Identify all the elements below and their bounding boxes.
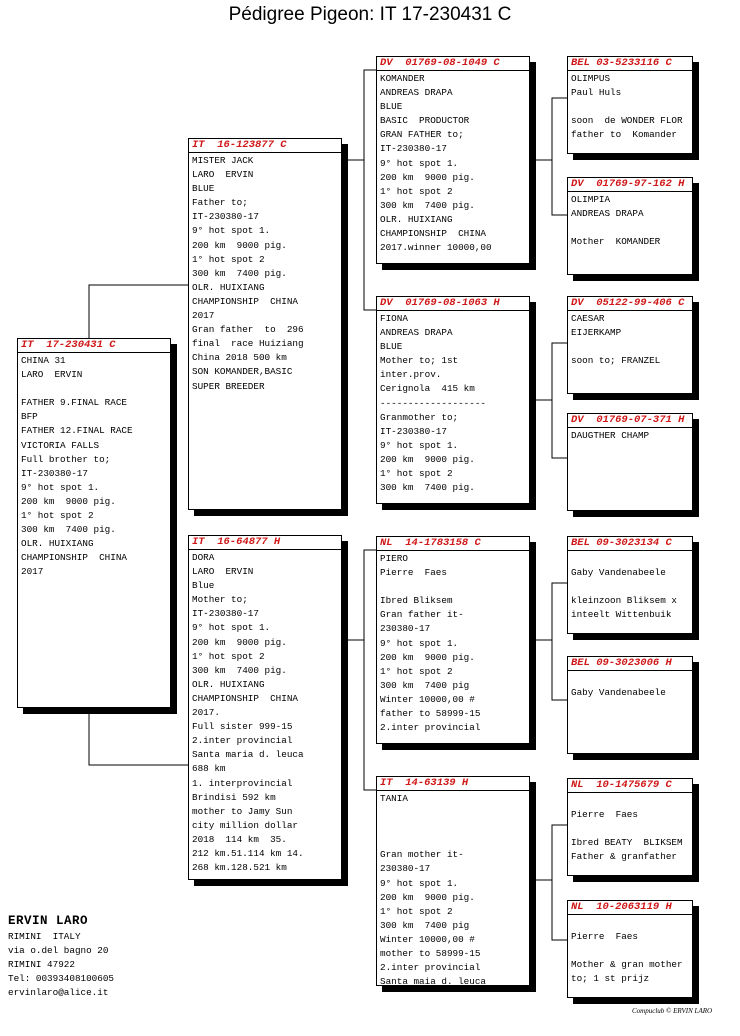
detail-line: 200 km 9000 pig. bbox=[192, 239, 287, 251]
detail-line: 200 km 9000 pig. bbox=[380, 651, 475, 663]
detail-line: 9° hot spot 1. bbox=[192, 225, 271, 237]
detail-line: 230380-17 bbox=[380, 863, 431, 875]
detail-line: IT-230380-17 bbox=[380, 143, 447, 155]
detail-line bbox=[571, 794, 689, 808]
breeder-name: ERVIN LARO bbox=[8, 914, 89, 928]
detail-line: inter.prov. bbox=[380, 369, 442, 381]
detail-line: mother to 58999-15 bbox=[380, 948, 481, 960]
detail-line: GRAN FATHER to; bbox=[380, 129, 464, 141]
detail-line: IT-230380-17 bbox=[21, 467, 88, 479]
detail-line: Father & granfather bbox=[571, 851, 678, 863]
detail-line: Blue bbox=[192, 580, 215, 592]
dam-sire-card bbox=[376, 536, 530, 744]
detail-line: LARO ERVIN bbox=[192, 566, 254, 578]
detail-line: Paul Huls bbox=[571, 87, 622, 99]
detail-line: Mother to; bbox=[192, 594, 248, 606]
detail-line: 2017 bbox=[192, 310, 215, 322]
detail-line: 2.inter provincial bbox=[380, 962, 481, 974]
detail-line: 300 km 7400 pig. bbox=[21, 524, 116, 536]
detail-line: PIERO bbox=[380, 553, 408, 564]
detail-line: IT-230380-17 bbox=[192, 608, 259, 620]
detail-line: mother to Jamy Sun bbox=[192, 805, 293, 817]
detail-line bbox=[571, 221, 689, 235]
detail-line bbox=[571, 822, 689, 836]
detail-line: Mother to; 1st bbox=[380, 355, 459, 367]
detail-line: FIONA bbox=[380, 313, 408, 324]
detail-line: Winter 10000,00 # bbox=[380, 933, 475, 945]
breeder-info bbox=[8, 912, 114, 1000]
detail-line: CHAMPIONSHIP CHINA bbox=[192, 295, 299, 307]
detail-line: kleinzoon Bliksem x bbox=[571, 595, 678, 607]
ring-number: NL 10-2063119 H bbox=[568, 901, 692, 915]
detail-line: CHINA 31 bbox=[21, 355, 66, 366]
pigeon-details bbox=[568, 793, 692, 864]
sire-card bbox=[188, 138, 342, 510]
detail-line: Brindisi 592 km bbox=[192, 791, 276, 803]
detail-line: 688 km bbox=[192, 763, 226, 775]
detail-line: Gran father to 296 bbox=[192, 324, 304, 336]
detail-line: ervinlaro@alice.it bbox=[8, 987, 109, 999]
detail-line: CAESAR bbox=[571, 313, 605, 324]
detail-line: 9° hot spot 1. bbox=[380, 877, 459, 889]
detail-line: Pierre Faes bbox=[380, 567, 447, 579]
detail-line bbox=[571, 100, 689, 114]
detail-line: Gran mother it- bbox=[380, 849, 464, 861]
detail-line: final race Huiziang bbox=[192, 338, 304, 350]
sire-dam-card bbox=[376, 296, 530, 504]
detail-line: 212 km.51.114 km 14. bbox=[192, 847, 304, 859]
detail-line: BASIC PRODUCTOR bbox=[380, 115, 470, 127]
sd-sire-card bbox=[567, 296, 693, 394]
detail-line: SON KOMANDER,BASIC bbox=[192, 366, 293, 378]
detail-line: 2.inter provincial bbox=[192, 735, 293, 747]
detail-line bbox=[380, 834, 526, 848]
detail-line: ------------------- bbox=[380, 397, 487, 409]
detail-line: 2.inter provincial bbox=[380, 722, 481, 734]
detail-line: 300 km 7400 pig. bbox=[380, 482, 475, 494]
detail-line: 1° hot spot 2 bbox=[380, 185, 453, 197]
detail-line: city million dollar bbox=[192, 819, 299, 831]
ring-number: BEL 03-5233116 C bbox=[568, 57, 692, 71]
ring-number: DV 01769-07-371 H bbox=[568, 414, 692, 428]
detail-line: CHAMPIONSHIP CHINA bbox=[380, 228, 487, 240]
detail-line: EIJERKAMP bbox=[571, 327, 622, 339]
detail-line: 268 km.128.521 km bbox=[192, 862, 287, 874]
ds-sire-card bbox=[567, 536, 693, 634]
detail-line: LARO ERVIN bbox=[21, 369, 83, 381]
detail-line: Cerignola 415 km bbox=[380, 383, 475, 395]
detail-line: Mother KOMANDER bbox=[571, 236, 661, 248]
detail-line: 300 km 7400 pig. bbox=[192, 267, 287, 279]
detail-line: ANDREAS DRAPA bbox=[380, 87, 453, 99]
detail-line bbox=[571, 672, 689, 686]
detail-line: 2017.winner 10000,00 bbox=[380, 242, 492, 254]
detail-line: Mother & gran mother bbox=[571, 959, 683, 971]
detail-line: CHAMPIONSHIP CHINA bbox=[192, 692, 299, 704]
detail-line: 1. interprovincial bbox=[192, 777, 293, 789]
detail-line: father to Komander bbox=[571, 129, 678, 141]
detail-line: OLR. HUIXIANG bbox=[380, 213, 453, 225]
detail-line: via o.del bagno 20 bbox=[8, 945, 109, 957]
detail-line bbox=[380, 580, 526, 594]
pigeon-details bbox=[568, 551, 692, 622]
detail-line: 300 km 7400 pig. bbox=[380, 199, 475, 211]
detail-line: Full brother to; bbox=[21, 453, 111, 465]
detail-line bbox=[571, 944, 689, 958]
detail-line: 9° hot spot 1. bbox=[192, 622, 271, 634]
pigeon-details bbox=[568, 915, 692, 986]
sd-dam-card bbox=[567, 413, 693, 511]
detail-line: Father to; bbox=[192, 197, 248, 209]
detail-line: BLUE bbox=[192, 183, 215, 195]
detail-line: 1° hot spot 2 bbox=[380, 665, 453, 677]
detail-line: 2018 114 km 35. bbox=[192, 833, 287, 845]
detail-line: CHAMPIONSHIP CHINA bbox=[21, 552, 128, 564]
detail-line: 9° hot spot 1. bbox=[380, 439, 459, 451]
ss-dam-card bbox=[567, 177, 693, 275]
detail-line: DAUGTHER CHAMP bbox=[571, 430, 650, 441]
detail-line: 230380-17 bbox=[380, 623, 431, 635]
detail-line: SUPER BREEDER bbox=[192, 380, 265, 392]
dd-dam-card bbox=[567, 900, 693, 998]
detail-line: 1° hot spot 2 bbox=[192, 650, 265, 662]
detail-line: OLR. HUIXIANG bbox=[21, 538, 94, 550]
detail-line: RIMINI 47922 bbox=[8, 959, 75, 971]
detail-line: father to 58999-15 bbox=[380, 708, 481, 720]
detail-line: 200 km 9000 pig. bbox=[380, 891, 475, 903]
dd-sire-card bbox=[567, 778, 693, 876]
ds-dam-card bbox=[567, 656, 693, 754]
ring-number: IT 16-123877 C bbox=[189, 139, 341, 153]
detail-line: 200 km 9000 pig. bbox=[21, 495, 116, 507]
detail-line: IT-230380-17 bbox=[380, 425, 447, 437]
detail-line bbox=[571, 580, 689, 594]
pigeon-details bbox=[18, 353, 170, 580]
detail-line: Gaby Vandenabeele bbox=[571, 687, 666, 699]
detail-line: 1° hot spot 2 bbox=[380, 905, 453, 917]
detail-line: 300 km 7400 pig bbox=[380, 919, 470, 931]
detail-line: IT-230380-17 bbox=[192, 211, 259, 223]
detail-line: LARO ERVIN bbox=[192, 169, 254, 181]
detail-line: 2017. bbox=[192, 707, 220, 719]
detail-line: Santa maria d. leuca bbox=[192, 749, 304, 761]
detail-line: Pierre Faes bbox=[571, 931, 638, 943]
ring-number: IT 14-63139 H bbox=[377, 777, 529, 791]
ss-sire-card bbox=[567, 56, 693, 154]
ring-number: IT 16-64877 H bbox=[189, 536, 341, 550]
detail-line: 9° hot spot 1. bbox=[380, 637, 459, 649]
detail-line: OLIMPIA bbox=[571, 194, 611, 205]
detail-line: BLUE bbox=[380, 341, 403, 353]
detail-line: ANDREAS DRAPA bbox=[380, 327, 453, 339]
detail-line: to; 1 st prijz bbox=[571, 973, 650, 985]
detail-line: KOMANDER bbox=[380, 73, 425, 84]
detail-line: 300 km 7400 pig bbox=[380, 679, 470, 691]
detail-line: 300 km 7400 pig. bbox=[192, 664, 287, 676]
ring-number: NL 14-1783158 C bbox=[377, 537, 529, 551]
ring-number: NL 10-1475679 C bbox=[568, 779, 692, 793]
detail-line: Winter 10000,00 # bbox=[380, 693, 475, 705]
detail-line bbox=[380, 806, 526, 820]
detail-line: DORA bbox=[192, 552, 215, 563]
detail-line bbox=[380, 820, 526, 834]
ring-number: BEL 09-3023006 H bbox=[568, 657, 692, 671]
ring-number: IT 17-230431 C bbox=[18, 339, 170, 353]
breeder-address bbox=[8, 930, 114, 1000]
ring-number: BEL 09-3023134 C bbox=[568, 537, 692, 551]
detail-line: Granmother to; bbox=[380, 411, 459, 423]
detail-line: 200 km 9000 pig. bbox=[380, 171, 475, 183]
detail-line: 2017 bbox=[21, 566, 44, 578]
detail-line: OLR. HUIXIANG bbox=[192, 281, 265, 293]
detail-line: OLIMPUS bbox=[571, 73, 611, 84]
detail-line: Tel: 00393408100605 bbox=[8, 973, 115, 985]
detail-line: 200 km 9000 pig. bbox=[380, 453, 475, 465]
detail-line: FATHER 9.FINAL RACE bbox=[21, 397, 128, 409]
detail-line: BLUE bbox=[380, 101, 403, 113]
detail-line: inteelt Wittenbuik bbox=[571, 609, 672, 621]
detail-line: Gaby Vandenabeele bbox=[571, 567, 666, 579]
detail-line bbox=[21, 382, 167, 396]
detail-line: Ibred BEATY BLIKSEM bbox=[571, 837, 683, 849]
detail-line: 1° hot spot 2 bbox=[21, 510, 94, 522]
pigeon-details bbox=[377, 791, 529, 986]
detail-line: BFP bbox=[21, 411, 38, 423]
detail-line: Ibred Bliksem bbox=[380, 595, 453, 607]
pigeon-details bbox=[189, 550, 341, 875]
detail-line: 9° hot spot 1. bbox=[380, 157, 459, 169]
detail-line bbox=[571, 340, 689, 354]
detail-line: TANIA bbox=[380, 793, 408, 804]
detail-line: Santa maia d. leuca bbox=[380, 976, 487, 986]
detail-line: 200 km 9000 pig. bbox=[192, 636, 287, 648]
ring-number: DV 01769-08-1063 H bbox=[377, 297, 529, 311]
pigeon-details bbox=[568, 428, 692, 443]
detail-line: China 2018 500 km bbox=[192, 352, 287, 364]
detail-line bbox=[571, 552, 689, 566]
pigeon-details bbox=[568, 71, 692, 142]
pigeon-details bbox=[568, 192, 692, 249]
detail-line: 9° hot spot 1. bbox=[21, 481, 100, 493]
detail-line: ANDREAS DRAPA bbox=[571, 208, 644, 220]
footer-credit: Compuclub © ERVIN LARO bbox=[632, 1007, 713, 1015]
pigeon-details bbox=[377, 551, 529, 735]
detail-line: FATHER 12.FINAL RACE bbox=[21, 425, 133, 437]
pigeon-details bbox=[377, 311, 529, 495]
detail-line: 1° hot spot 2 bbox=[192, 253, 265, 265]
detail-line: RIMINI ITALY bbox=[8, 931, 81, 942]
detail-line: 1° hot spot 2 bbox=[380, 468, 453, 480]
pigeon-details bbox=[568, 311, 692, 368]
detail-line: Gran father it- bbox=[380, 609, 464, 621]
pigeon-details bbox=[189, 153, 341, 394]
ring-number: DV 05122-99-406 C bbox=[568, 297, 692, 311]
detail-line: Pierre Faes bbox=[571, 809, 638, 821]
sire-sire-card bbox=[376, 56, 530, 264]
detail-line: soon de WONDER FLOR bbox=[571, 115, 683, 127]
detail-line bbox=[571, 916, 689, 930]
dam-card bbox=[188, 535, 342, 880]
page-title: Pédigree Pigeon: IT 17-230431 C bbox=[228, 4, 512, 25]
pigeon-details bbox=[568, 671, 692, 700]
detail-line: OLR. HUIXIANG bbox=[192, 678, 265, 690]
detail-line: Full sister 999-15 bbox=[192, 721, 293, 733]
subject-pigeon-card bbox=[17, 338, 171, 708]
detail-line: MISTER JACK bbox=[192, 155, 254, 166]
detail-line: VICTORIA FALLS bbox=[21, 439, 100, 451]
ring-number: DV 01769-97-162 H bbox=[568, 178, 692, 192]
ring-number: DV 01769-08-1049 C bbox=[377, 57, 529, 71]
pigeon-details bbox=[377, 71, 529, 255]
dam-dam-card bbox=[376, 776, 530, 986]
detail-line: soon to; FRANZEL bbox=[571, 355, 661, 367]
